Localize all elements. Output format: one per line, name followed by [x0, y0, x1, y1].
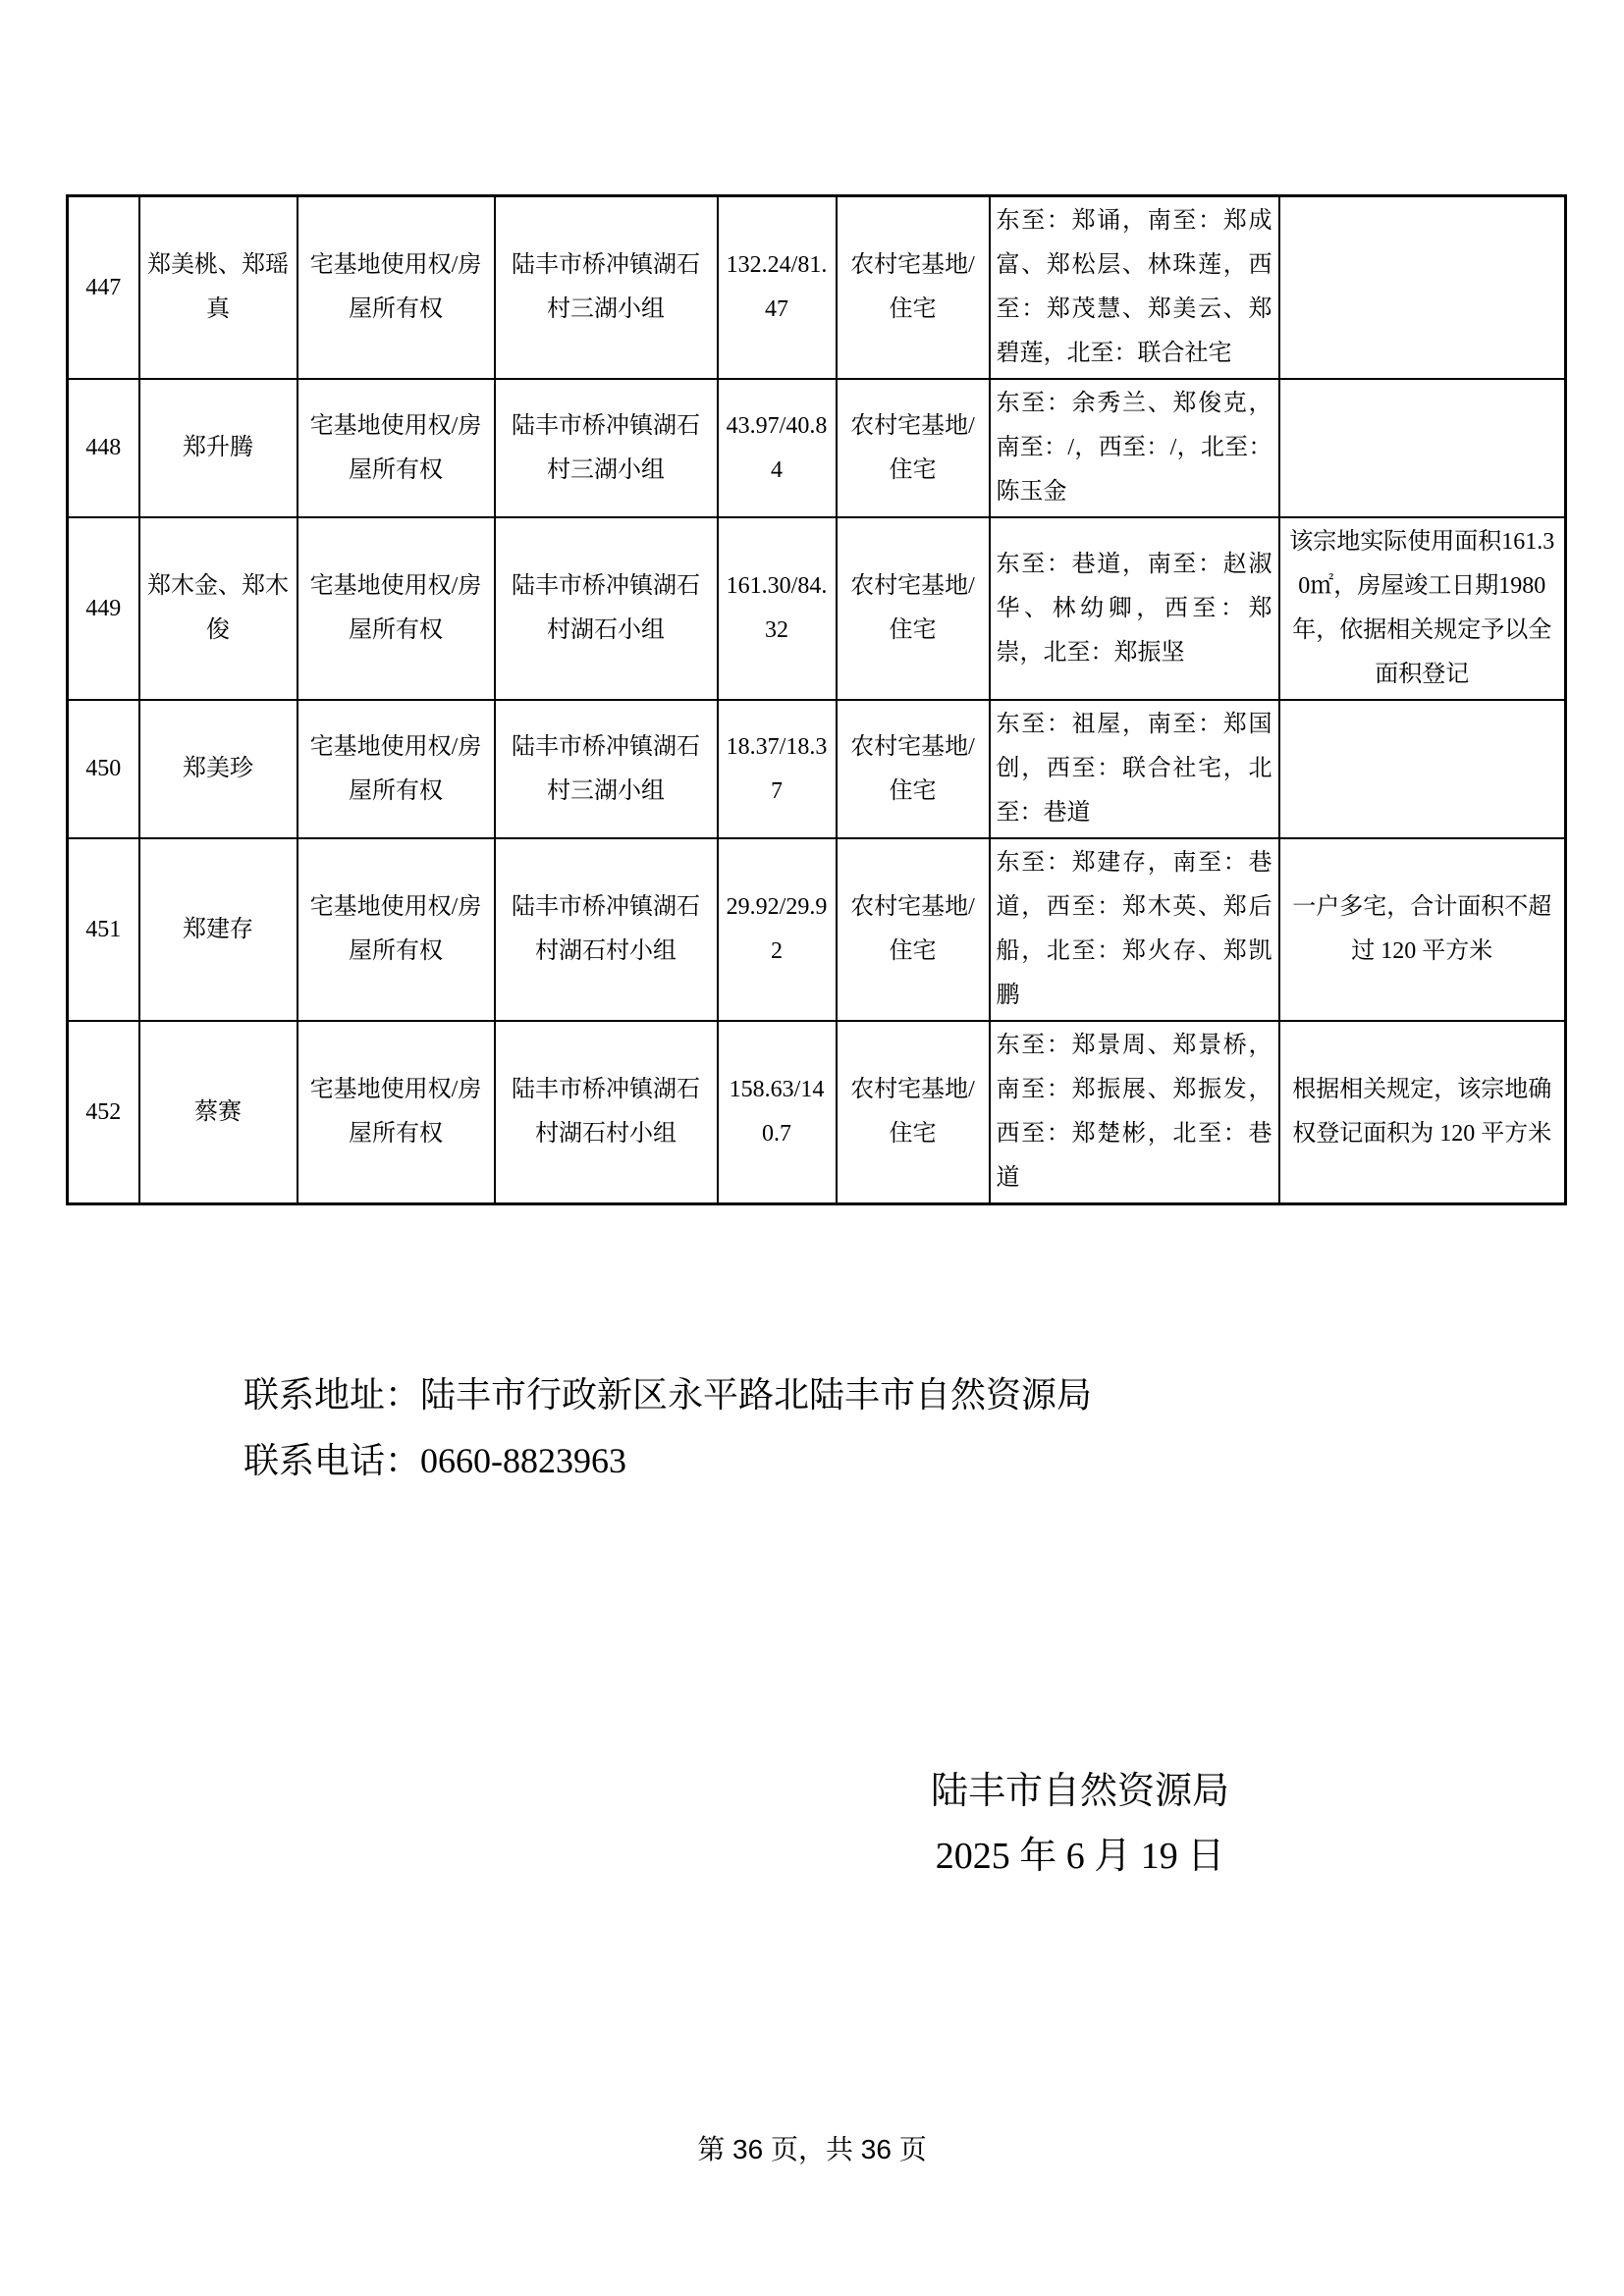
- cell-note: 一户多宅，合计面积不超过 120 平方米: [1279, 838, 1566, 1021]
- table-row: [68, 838, 1566, 1021]
- cell-land-use: 农村宅基地/住宅: [837, 196, 990, 380]
- table-row: [68, 700, 1566, 838]
- cell-owner: 郑美桃、郑瑶真: [139, 196, 298, 380]
- cell-boundary: 东至：郑景周、郑景桥，南至：郑振展、郑振发，西至：郑楚彬，北至：巷道: [990, 1021, 1279, 1204]
- cell-land-use: 农村宅基地/住宅: [837, 379, 990, 517]
- cell-location: 陆丰市桥冲镇湖石村湖石小组: [495, 517, 718, 700]
- signature-block: [766, 1759, 1394, 1889]
- cell-location: 陆丰市桥冲镇湖石村三湖小组: [495, 379, 718, 517]
- cell-boundary: 东至：郑诵，南至：郑成富、郑松层、林珠莲，西至：郑茂慧、郑美云、郑碧莲，北至：联合社宅: [990, 196, 1279, 380]
- cell-serial: 452: [68, 1021, 139, 1204]
- cell-area: 158.63/140.7: [718, 1021, 837, 1204]
- cell-serial: 450: [68, 700, 139, 838]
- cell-owner: 郑建存: [139, 838, 298, 1021]
- records-table-body: [68, 196, 1566, 1204]
- cell-note: [1279, 379, 1566, 517]
- cell-area: 18.37/18.37: [718, 700, 837, 838]
- cell-land-use: 农村宅基地/住宅: [837, 838, 990, 1021]
- cell-serial: 449: [68, 517, 139, 700]
- cell-serial: 448: [68, 379, 139, 517]
- page-number: 第 36 页，共 36 页: [697, 2134, 927, 2164]
- table-row: [68, 196, 1566, 380]
- cell-note: 根据相关规定，该宗地确权登记面积为 120 平方米: [1279, 1021, 1566, 1204]
- contact-address: 联系地址：陆丰市行政新区永平路北陆丰市自然资源局: [244, 1375, 1093, 1415]
- table-row: [68, 517, 1566, 700]
- cell-location: 陆丰市桥冲镇湖石村三湖小组: [495, 700, 718, 838]
- cell-boundary: 东至：余秀兰、郑俊克，南至：/，西至：/，北至：陈玉金: [990, 379, 1279, 517]
- cell-right-type: 宅基地使用权/房屋所有权: [298, 700, 495, 838]
- land-registration-table: [66, 194, 1567, 1205]
- table-row: [68, 379, 1566, 517]
- cell-area: 161.30/84.32: [718, 517, 837, 700]
- cell-location: 陆丰市桥冲镇湖石村三湖小组: [495, 196, 718, 380]
- cell-boundary: 东至：祖屋，南至：郑国创，西至：联合社宅，北至：巷道: [990, 700, 1279, 838]
- cell-area: 43.97/40.84: [718, 379, 837, 517]
- cell-location: 陆丰市桥冲镇湖石村湖石村小组: [495, 1021, 718, 1204]
- cell-right-type: 宅基地使用权/房屋所有权: [298, 1021, 495, 1204]
- issue-date: 2025 年 6 月 19 日: [935, 1836, 1225, 1877]
- cell-land-use: 农村宅基地/住宅: [837, 1021, 990, 1204]
- cell-right-type: 宅基地使用权/房屋所有权: [298, 517, 495, 700]
- cell-boundary: 东至：巷道，南至：赵淑华、林幼卿，西至：郑崇，北至：郑振坚: [990, 517, 1279, 700]
- cell-location: 陆丰市桥冲镇湖石村湖石村小组: [495, 838, 718, 1021]
- cell-owner: 郑美珍: [139, 700, 298, 838]
- cell-land-use: 农村宅基地/住宅: [837, 700, 990, 838]
- cell-boundary: 东至：郑建存，南至：巷道，西至：郑木英、郑后船，北至：郑火存、郑凯鹏: [990, 838, 1279, 1021]
- cell-owner: 郑升腾: [139, 379, 298, 517]
- table-row: [68, 1021, 1566, 1204]
- cell-right-type: 宅基地使用权/房屋所有权: [298, 196, 495, 380]
- cell-area: 29.92/29.92: [718, 838, 837, 1021]
- cell-note: [1279, 700, 1566, 838]
- cell-serial: 447: [68, 196, 139, 380]
- cell-owner: 蔡赛: [139, 1021, 298, 1204]
- cell-area: 132.24/81.47: [718, 196, 837, 380]
- cell-right-type: 宅基地使用权/房屋所有权: [298, 379, 495, 517]
- issuer-name: 陆丰市自然资源局: [930, 1771, 1229, 1812]
- cell-serial: 451: [68, 838, 139, 1021]
- cell-right-type: 宅基地使用权/房屋所有权: [298, 838, 495, 1021]
- cell-owner: 郑木金、郑木俊: [139, 517, 298, 700]
- contact-phone: 联系电话：0660-8823963: [244, 1441, 626, 1480]
- cell-note: [1279, 196, 1566, 380]
- cell-land-use: 农村宅基地/住宅: [837, 517, 990, 700]
- contact-block: [244, 1362, 1092, 1494]
- cell-note: 该宗地实际使用面积161.30㎡，房屋竣工日期1980年，依据相关规定予以全面积登记: [1279, 517, 1566, 700]
